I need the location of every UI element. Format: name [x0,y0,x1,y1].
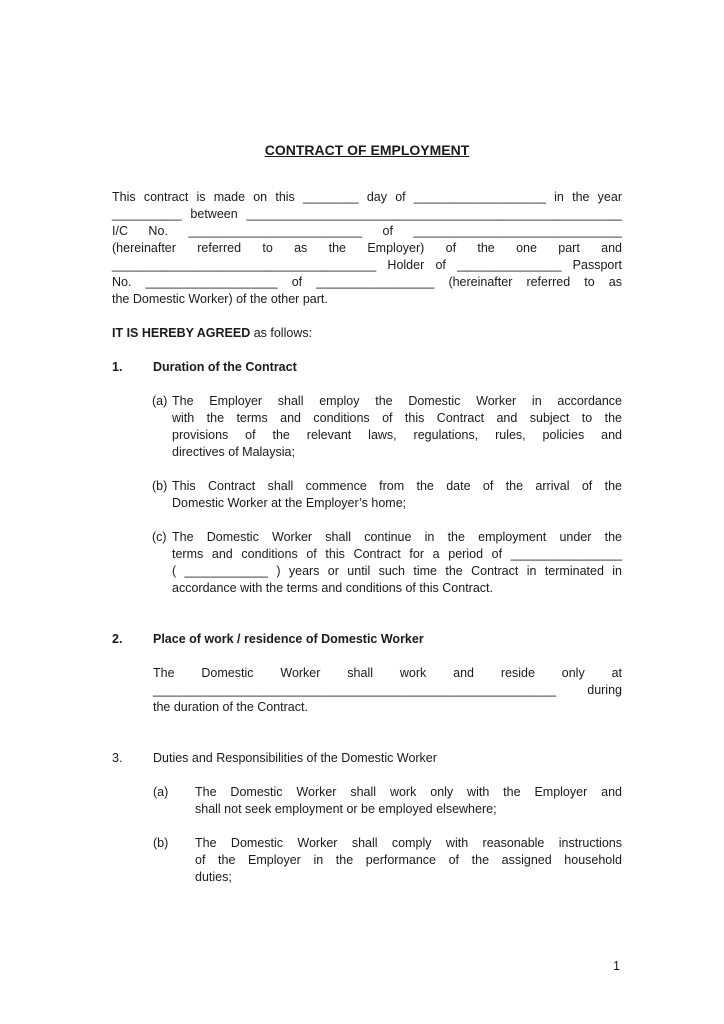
agreed-clause [112,325,622,342]
section-place-of-work [112,614,622,716]
clause-label: (a) [152,394,168,408]
section-number: 2. [112,632,123,646]
section-paragraph [153,665,622,716]
paragraph-line: the duration of the Contract. [153,700,308,714]
clause-line: of the Employer in the performance of the assigned household [195,853,622,867]
clause-label: (a) [153,785,169,799]
clause-line: Domestic Worker at the Employer’s home; [172,496,407,510]
intro-line: __________ between ______________________________________________________ [112,207,622,221]
paragraph-line: The Domestic Worker shall work and reside only at [153,666,622,680]
clause-text [195,784,622,818]
clause-line: This Contract shall commence from the date of the arrival of the [172,479,622,493]
clause-text [172,478,622,512]
paragraph-line: __________________________________________________________ during [153,683,622,697]
section-title: Place of work / residence of Domestic Worker [153,632,424,646]
clause-text [195,835,622,886]
intro-line: (hereinafter referred to as the Employer) of the one part and [112,241,622,255]
intro-line: the Domestic Worker) of the other part. [112,292,328,306]
agreed-clause-bold: IT IS HEREBY AGREED [112,326,251,340]
intro-paragraph [112,189,622,308]
section-duties [112,733,622,886]
page-number: 1 [613,959,620,973]
section-title: Duties and Responsibilities of the Domestic Worker [153,751,437,765]
section-duration [112,359,622,597]
agreed-clause-rest: as follows: [250,326,313,340]
intro-line: No. ___________________ of _________________ (hereinafter referred to as [112,275,622,289]
clause-line: terms and conditions of this Contract for a period of ________________ [172,547,622,561]
clause-item [152,478,622,512]
clause-line: duties; [195,870,232,884]
intro-line: ______________________________________ Holder of _______________ Passport [112,258,622,272]
document-title: CONTRACT OF EMPLOYMENT [264,142,470,158]
section-heading [112,750,622,767]
section-number: 3. [112,751,123,765]
intro-line: I/C No. _________________________ of ______________________________ [112,224,622,238]
clause-line: directives of Malaysia; [172,445,295,459]
clause-item [153,835,622,886]
section-title: Duration of the Contract [153,360,297,374]
clause-line: with the terms and conditions of this Contract and subject to the [172,411,622,425]
clause-line: The Domestic Worker shall work only with the Employer and [195,785,622,799]
clause-label: (c) [152,530,167,544]
clause-line: ( ____________ ) years or until such time the Contract in terminated in [172,564,622,578]
clause-item [153,784,622,818]
clause-line: The Domestic Worker shall continue in the employment under the [172,530,622,544]
clause-line: The Employer shall employ the Domestic Worker in accordance [172,394,622,408]
section-heading [112,359,622,376]
clause-text [172,393,622,461]
clause-line: shall not seek employment or be employed elsewhere; [195,802,497,816]
clause-line: accordance with the terms and conditions of this Contract. [172,581,493,595]
clause-line: The Domestic Worker shall comply with reasonable instructions [195,836,622,850]
clause-text [172,529,622,597]
clause-label: (b) [153,836,169,850]
clause-item [152,393,622,461]
clause-label: (b) [152,479,168,493]
clause-line: provisions of the relevant laws, regulations, rules, policies and [172,428,622,442]
section-heading [112,631,622,648]
clause-item [152,529,622,597]
intro-line: This contract is made on this ________ day of ___________________ in the year [112,190,622,204]
section-number: 1. [112,360,123,374]
